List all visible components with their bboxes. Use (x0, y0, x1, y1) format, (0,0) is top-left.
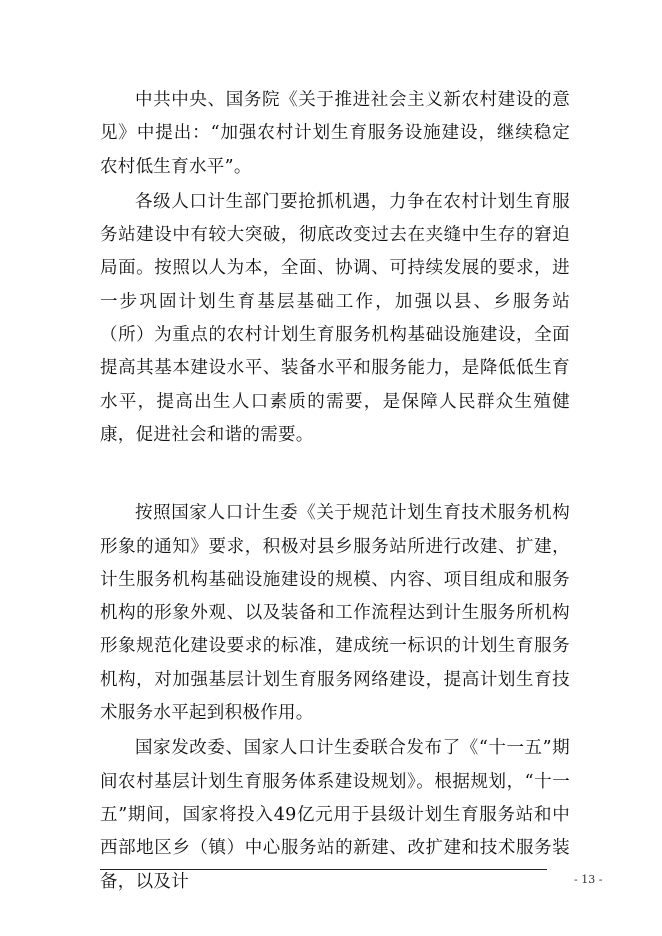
paragraph-1: 中共中央、国务院《关于推进社会主义新农村建设的意见》中提出：“加强农村计划生育服务设施建设，继续稳定农村低生育水平”。 (100, 90, 570, 177)
page-number: - 13 - (574, 873, 603, 886)
paragraph-2: 各级人口计生部门要抢抓机遇，力争在农村计划生育服务站建设中有较大突破，彻底改变过去在夹缝中生存的窘迫局面。按照以人为本，全面、协调、可持续发展的要求，进一步巩固计划生育基层基础工作，加强以县、乡服务站（所）为重点的农村计划生育服务机构基础设施建设，全面提高其基本建设水平、装备水平和服务能力，是降低低生育水平，提高出生人口素质的需要，是保障人民群众生殖健康，促进社会和谐的需要。 (100, 191, 570, 445)
paragraph-3: 按照国家人口计生委《关于规范计划生育技术服务机构形象的通知》要求，积极对县乡服务站所进行改建、扩建，计生服务机构基础设施建设的规模、内容、项目组成和服务机构的形象外观、以及装备和工作流程达到计生服务所机构形象规范化建设要求的标准，建成统一标识的计划生育服务机构，对加强基层计划生育服务网络建设，提高计划生育技术服务水平起到积极作用。 (100, 503, 570, 724)
footer-rule (100, 869, 547, 870)
paragraph-4: 国家发改委、国家人口计生委联合发布了《“十一五”期间农村基层计划生育服务体系建设规划》。根据规划，“十一五”期间，国家将投入49亿元用于县级计划生育服务站和中西部地区乡（镇）中心服务站的新建、改扩建和技术服务装备，以及计 (100, 738, 570, 892)
body-text (100, 84, 570, 899)
